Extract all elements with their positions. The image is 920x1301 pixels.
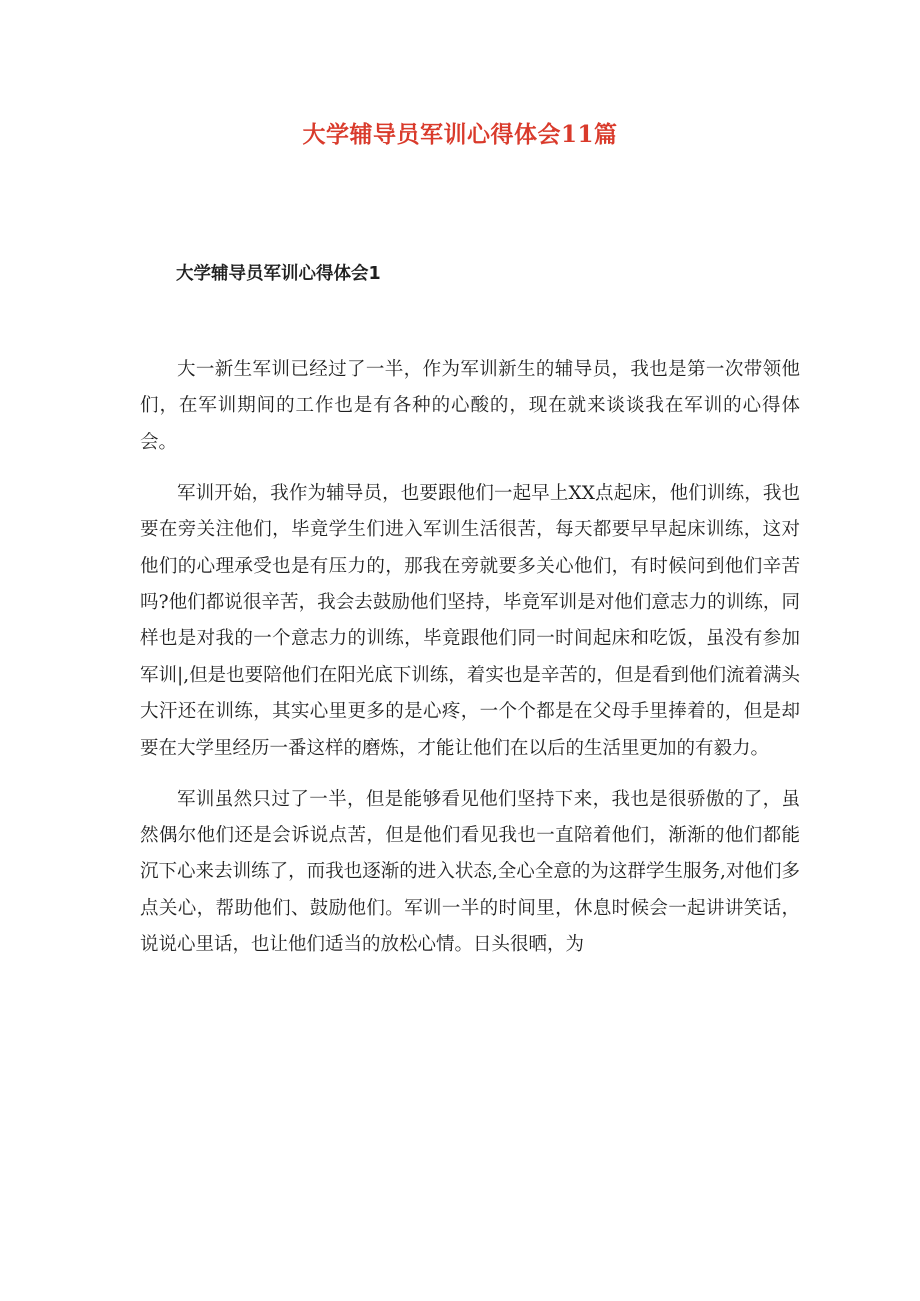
paragraph-1: 大一新生军训已经过了一半，作为军训新生的辅导员，我也是第一次带领他们，在军训期间的工作也是有各种的心酸的，现在就来谈谈我在军训的心得体会。 [140, 359, 800, 453]
section-heading: 大学辅导员军训心得体会1 [176, 264, 381, 284]
document-body [140, 352, 800, 978]
paragraph-2: 军训开始，我作为辅导员，也要跟他们一起早上XX点起床，他们训练，我也要在旁关注他们，毕竟学生们进入军训生活很苦，每天都要早早起床训练，这对他们的心理承受也是有压力的，那我在旁就要多关心他们，有时候问到他们辛苦吗?他们都说很辛苦，我会去鼓励他们坚持，毕竟军训是对他们意志力的训练，同样也是对我的一个意志力的训练，毕竟跟他们同一时间起床和吃饭，虽没有参加军训|,但是也要陪他们在阳光底下训练，着实也是辛苦的，但是看到他们流着满头大汗还在训练，其实心里更多的是心疼，一个个都是在父母手里捧着的，但是却要在大学里经历一番这样的磨炼，才能让他们在以后的生活里更加的有毅力。 [140, 482, 800, 759]
document-title: 大学辅导员军训心得体会11篇 [302, 121, 618, 148]
paragraph-3: 军训虽然只过了一半，但是能够看见他们坚持下来，我也是很骄傲的了，虽然偶尔他们还是会诉说点苦，但是他们看见我也一直陪着他们，渐渐的他们都能沉下心来去训练了，而我也逐渐的进入状态,全心全意的为这群学生服务,对他们多点关心，帮助他们、鼓励他们。军训一半的时间里，休息时候会一起讲讲笑话，说说心里话，也让他们适当的放松心情。日头很晒，为 [140, 788, 800, 956]
